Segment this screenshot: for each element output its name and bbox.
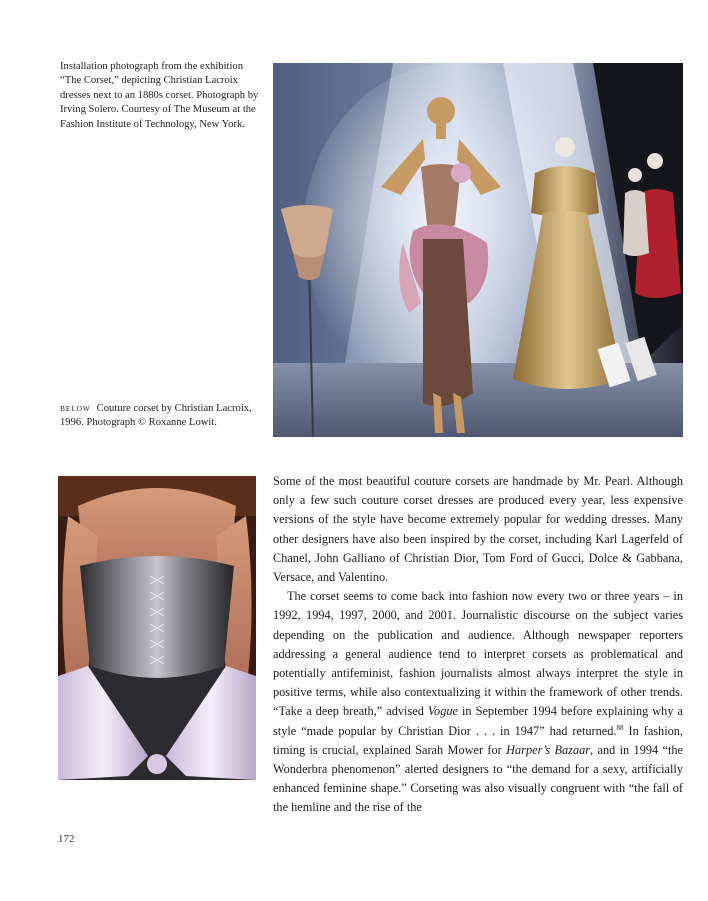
body-text	[273, 472, 683, 818]
caption-text: Couture corset by Christian Lacroix, 1996. Photograph © Roxanne Lowit.	[60, 403, 252, 429]
paragraph-2-text: in September 1994 before explaining why a style “made popular by Christian Dior . . . in 1947” had returned.	[273, 704, 683, 738]
paragraph-1: Some of the most beautiful couture corsets are handmade by Mr. Pearl. Although only a few such couture corset dresses are produced every year, less expensive versions of the style have become extremely popular for wedding dresses. Many other designers have also been inspired by the corset, including Karl Lagerfeld of Chanel, John Galliano of Christian Dior, Tom Ford of Gucci, Dolce & Gabbana, Versace, and Valentino.	[273, 474, 683, 585]
harpers-bazaar-title: Harper’s Bazaar	[506, 742, 591, 757]
paragraph-2-text: In fashion, timing is crucial, explained Sarah Mower for	[273, 723, 683, 757]
vogue-title: Vogue	[427, 704, 458, 719]
corset-photo-caption	[60, 402, 264, 431]
couture-corset-photo	[58, 476, 256, 780]
paragraph-2-text: , and in 1994 “the Wonderbra phenomenon” alerted designers to “the demand for a sexy, artificially enhanced feminine shape.” Corseting was also visually congruent with “the fall of the hemline and the rise of the	[273, 742, 684, 815]
exhibition-installation-photo	[273, 63, 683, 437]
caption-position-label: BELOW	[60, 404, 91, 413]
footnote-reference[interactable]: 88	[616, 723, 624, 732]
paragraph-2-text: The corset seems to come back into fashion now every two or three years – in 1992, 1994, 1997, 2000, and 2001. Journalistic discourse on the subject varies depending on the publication and audience. Although newspaper reporters addressing a general audience tend to interpret corsets as problematical and potentially antifeminist, fashion journalists almost always interpret the style in positive terms, while also contextualizing it within the framework of other trends. “Take a deep breath,” advised	[273, 589, 683, 719]
exhibition-photo-caption: Installation photograph from the exhibition “The Corset,” depicting Christian Lacroix dresses next to an 1880s corset. Photograph by Irving Solero. Courtesy of The Museum at the Fashion Institute of Technology, New York.	[60, 61, 259, 130]
paragraph-2	[273, 587, 683, 817]
page-number: 172	[58, 833, 75, 845]
